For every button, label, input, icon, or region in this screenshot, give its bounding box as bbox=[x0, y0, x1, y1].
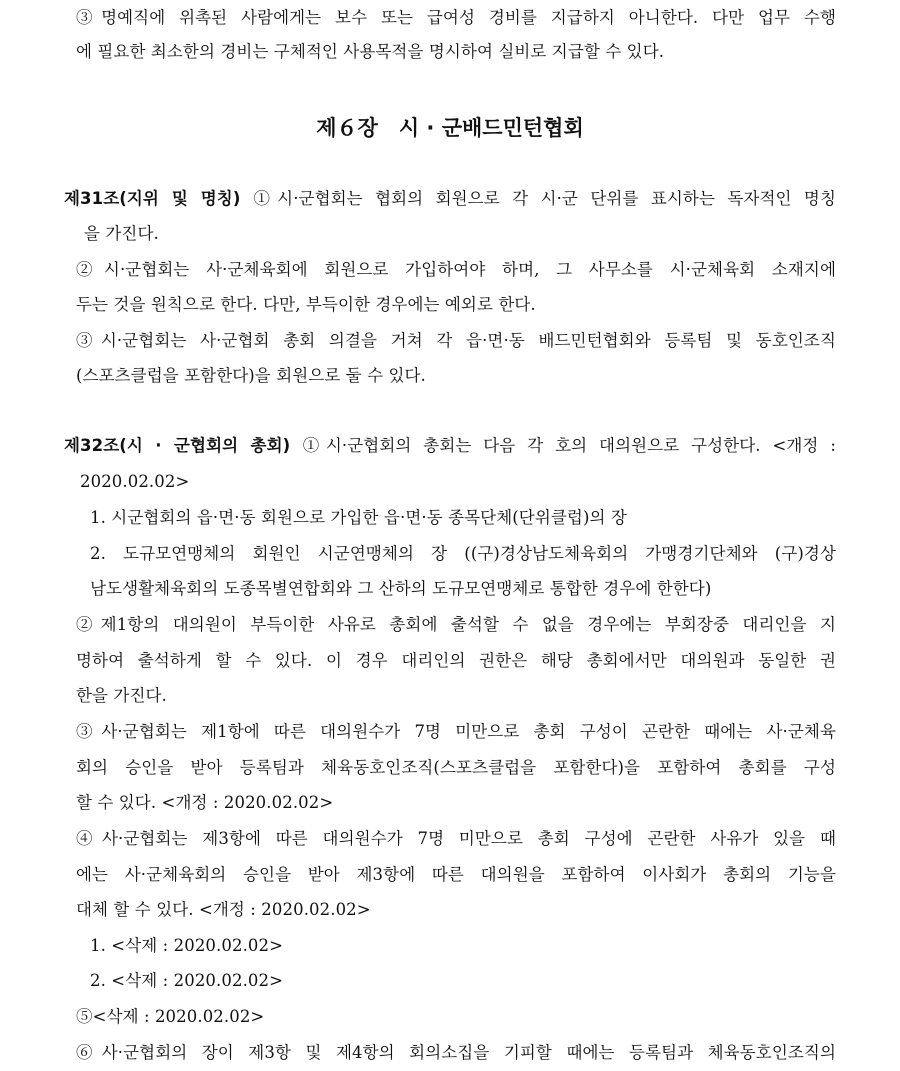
paragraph-line: 회의 승인을 받아 등록팀과 체육동호인조직(스포츠클럽을 포함한다)을 포함하여 총회를 구성 bbox=[76, 758, 836, 777]
list-item: 1. 시군협회의 읍·면·동 회원으로 가입한 읍·면·동 종목단체(단위클럽)의 장 bbox=[90, 508, 627, 527]
paragraph-line: ③사·군협회는 제1항에 따른 대의원수가 7명 미만으로 총회 구성이 곤란한 때에는 사·군체육 bbox=[76, 722, 836, 741]
paragraph-line: ②제1항의 대의원이 부득이한 사유로 총회에 출석할 수 없을 경우에는 부회장중 대리인을 지 bbox=[76, 615, 836, 634]
paragraph-line: 에 필요한 최소한의 경비는 구체적인 사용목적을 명시하여 실비로 지급할 수 있다. bbox=[76, 42, 665, 61]
paragraph-line: ⑥사·군협회의 장이 제3항 및 제4항의 회의소집을 기피할 때에는 등록팀과 체육동호인조직의 bbox=[76, 1043, 836, 1062]
article-31-heading: 제31조(지위 및 명칭) bbox=[64, 189, 241, 208]
paragraph-line: 남도생활체육회의 도종목별연합회와 그 산하의 도규모연맹체로 통합한 경우에 한한다) bbox=[90, 579, 712, 598]
paragraph-line: ⑤<삭제 : 2020.02.02> bbox=[76, 1007, 265, 1026]
article-32-heading: 제32조(시 · 군협회의 총회) bbox=[64, 436, 291, 455]
chapter-title: 제６장 시 · 군배드민턴협회 bbox=[316, 116, 584, 140]
paragraph-line: 에는 사·군체육회의 승인을 받아 제3항에 따른 대의원을 포함하여 이사회가 총회의 기능을 bbox=[76, 865, 836, 884]
article-32-text: ①시·군협회의 총회는 다음 각 호의 대의원으로 구성한다. <개정 : bbox=[296, 436, 836, 455]
list-item: 2. <삭제 : 2020.02.02> bbox=[90, 971, 284, 990]
list-item: 2. 도규모연맹체의 회원인 시군연맹체의 장 ((구)경상남도체육회의 가맹경기단체와 (구)경상 bbox=[90, 544, 836, 563]
paragraph-line: 2020.02.02> bbox=[80, 472, 190, 491]
paragraph-line: (스포츠클럽을 포함한다)을 회원으로 둘 수 있다. bbox=[76, 366, 426, 385]
paragraph-line: 한을 가진다. bbox=[76, 686, 167, 705]
paragraph-line: 두는 것을 원칙으로 한다. 다만, 부득이한 경우에는 예외로 한다. bbox=[76, 295, 536, 314]
paragraph-line: ③명예직에 위촉된 사람에게는 보수 또는 급여성 경비를 지급하지 아니한다. 다만 업무 수행 bbox=[76, 8, 836, 27]
list-item: 1. <삭제 : 2020.02.02> bbox=[90, 936, 284, 955]
paragraph-line: ④사·군협회는 제3항에 따른 대의원수가 7명 미만으로 총회 구성에 곤란한 사유가 있을 때 bbox=[76, 829, 836, 848]
paragraph-line: 을 가진다. bbox=[84, 224, 159, 243]
article-31-line bbox=[64, 187, 836, 211]
article-31-text: ①시·군협회는 협회의 회원으로 각 시·군 단위를 표시하는 독자적인 명칭 bbox=[246, 189, 837, 208]
paragraph-line: ②시·군협회는 사·군체육회에 회원으로 가입하여야 하며, 그 사무소를 시·군체육회 소재지에 bbox=[76, 260, 836, 279]
paragraph-line: ③시·군협회는 사·군협회 총회 의결을 거쳐 각 읍·면·동 배드민턴협회와 등록팀 및 동호인조직 bbox=[76, 331, 836, 350]
article-32-line bbox=[64, 434, 836, 458]
paragraph-line: 할 수 있다. <개정 : 2020.02.02> bbox=[76, 793, 334, 812]
paragraph-line: 대체 할 수 있다. <개정 : 2020.02.02> bbox=[76, 900, 371, 919]
paragraph-line: 명하여 출석하게 할 수 있다. 이 경우 대리인의 권한은 해당 총회에서만 대의원과 동일한 권 bbox=[76, 651, 836, 670]
